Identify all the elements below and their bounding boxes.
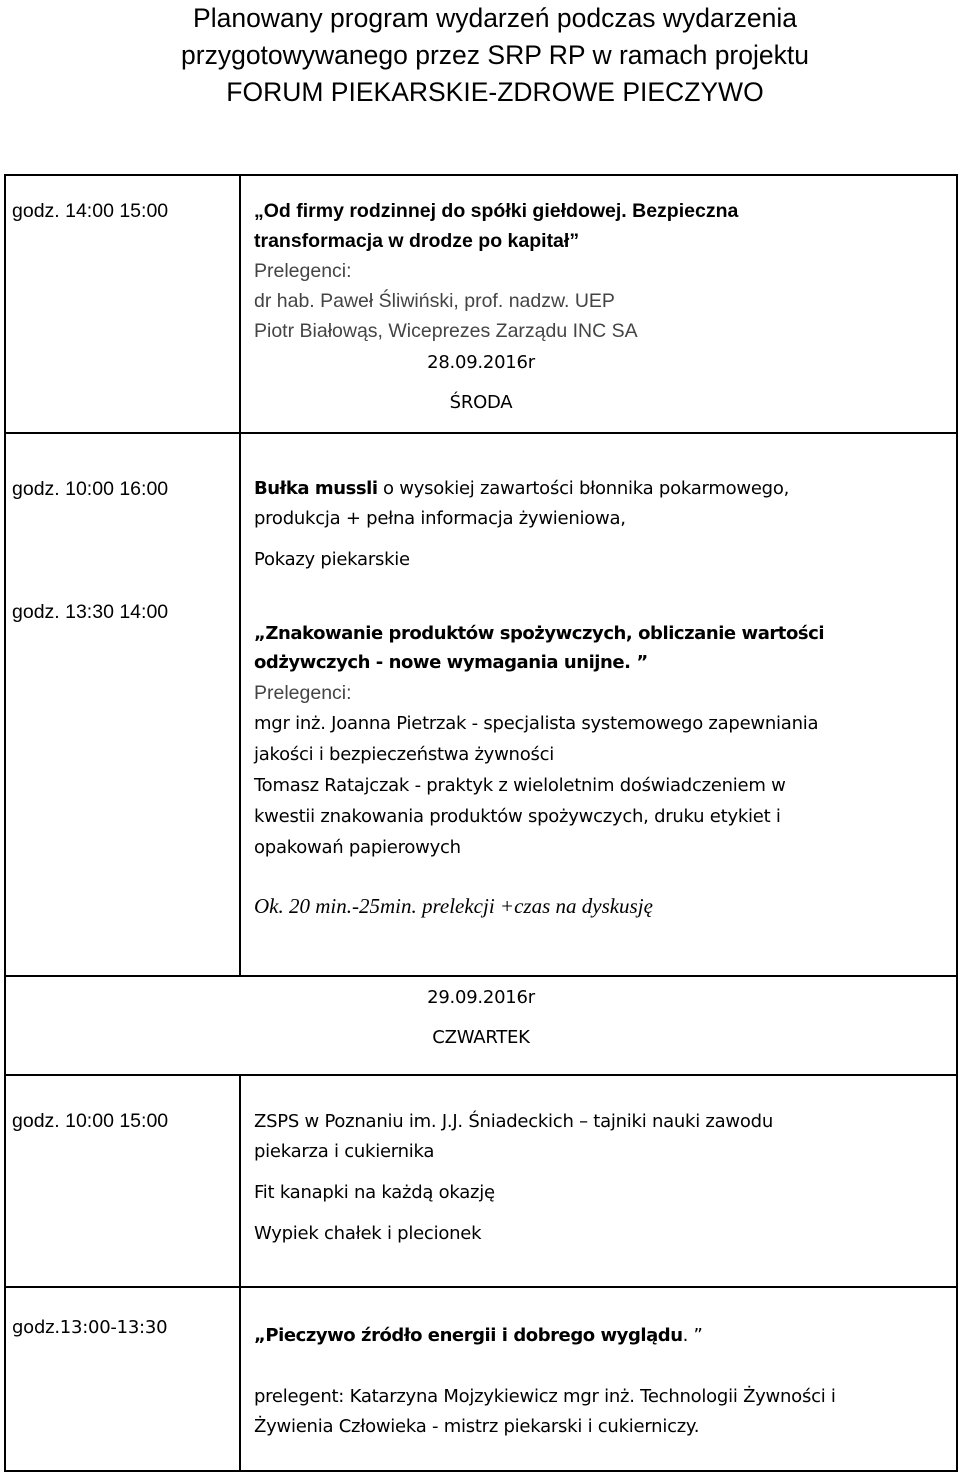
row2-speakers-label: Prelegenci: — [254, 682, 352, 704]
row1-speaker-1: dr hab. Paweł Śliwiński, prof. nadzw. UEP — [254, 290, 615, 312]
row2-time-2: godz. 13:30 14:00 — [12, 601, 169, 623]
row2-item-2: Pokazy piekarskie — [254, 549, 410, 570]
row4-title — [254, 1325, 703, 1346]
row4-speaker-line-2: Żywienia Człowieka - mistrz piekarski i cukierniczy. — [254, 1416, 700, 1437]
row2-item-1 — [254, 478, 789, 499]
row4-time: godz.13:00-13:30 — [12, 1317, 168, 1338]
column-divider-2 — [239, 432, 241, 977]
table-left-border — [4, 174, 6, 1472]
row2-title-line-2: odżywczych - nowe wymagania unijne. ” — [254, 652, 648, 673]
row2-speaker-line-4: kwestii znakowania produktów spożywczych, druku etykiet i — [254, 806, 781, 827]
row2-speaker-line-2: jakości i bezpieczeństwa żywności — [254, 744, 554, 765]
row1-title-line-1: „Od firmy rodzinnej do spółki giełdowej. Bezpieczna — [254, 200, 739, 222]
row1-speakers-label: Prelegenci: — [254, 260, 352, 282]
table-bottom-line — [4, 1470, 958, 1472]
row3-line-2: piekarza i cukiernika — [254, 1141, 435, 1162]
row4-title-bold: „Pieczywo źródło energii i dobrego wyglądu — [254, 1325, 683, 1346]
day2-date: 29.09.2016r — [427, 987, 535, 1008]
row2-item-1-bold: Bułka mussli — [254, 478, 378, 499]
row3-line-1: ZSPS w Poznaniu im. J.J. Śniadeckich – tajniki nauki zawodu — [254, 1111, 773, 1132]
title-line-3: FORUM PIEKARSKIE-ZDROWE PIECZYWO — [226, 77, 764, 107]
title-line-1: Planowany program wydarzeń podczas wydarzenia — [193, 3, 797, 33]
day2-weekday: CZWARTEK — [432, 1027, 530, 1048]
row2-speaker-line-5: opakowań papierowych — [254, 837, 461, 858]
row-divider-3 — [4, 1074, 958, 1076]
row2-title-line-1: „Znakowanie produktów spożywczych, obliczanie wartości — [254, 623, 825, 644]
row1-time: godz. 14:00 15:00 — [12, 200, 169, 222]
row2-item-1-line-2: produkcja + pełna informacja żywieniowa, — [254, 508, 626, 529]
row2-item-1-rest: o wysokiej zawartości błonnika pokarmowego, — [377, 478, 790, 499]
column-divider-1 — [239, 174, 241, 434]
table-top-line — [4, 174, 958, 176]
title-line-2: przygotowywanego przez SRP RP w ramach projektu — [181, 40, 809, 70]
row-divider-1 — [4, 432, 958, 434]
table-right-border — [956, 174, 958, 1472]
row-divider-2 — [4, 975, 958, 977]
row2-speaker-line-1: mgr inż. Joanna Pietrzak - specjalista systemowego zapewniania — [254, 713, 819, 734]
row4-speaker-line-1: prelegent: Katarzyna Mojzykiewicz mgr inż. Technologii Żywności i — [254, 1386, 836, 1407]
row3-item-2: Fit kanapki na każdą okazję — [254, 1182, 495, 1203]
row1-speaker-2: Piotr Białowąs, Wiceprezes Zarządu INC SA — [254, 320, 638, 342]
row3-item-3: Wypiek chałek i plecionek — [254, 1223, 482, 1244]
day1-date: 28.09.2016r — [427, 352, 535, 373]
column-divider-3 — [239, 1074, 241, 1472]
row2-time-1: godz. 10:00 16:00 — [12, 478, 169, 500]
row-divider-4 — [4, 1286, 958, 1288]
row2-note: Ok. 20 min.-25min. prelekcji +czas na dyskusję — [254, 894, 653, 918]
day1-weekday: ŚRODA — [449, 392, 513, 413]
row3-time: godz. 10:00 15:00 — [12, 1110, 169, 1132]
row1-title-line-2: transformacja w drodze po kapitał” — [254, 230, 580, 252]
document-title — [0, 0, 960, 111]
row4-title-end: . ” — [682, 1325, 703, 1346]
row2-speaker-line-3: Tomasz Ratajczak - praktyk z wieloletnim doświadczeniem w — [254, 775, 786, 796]
